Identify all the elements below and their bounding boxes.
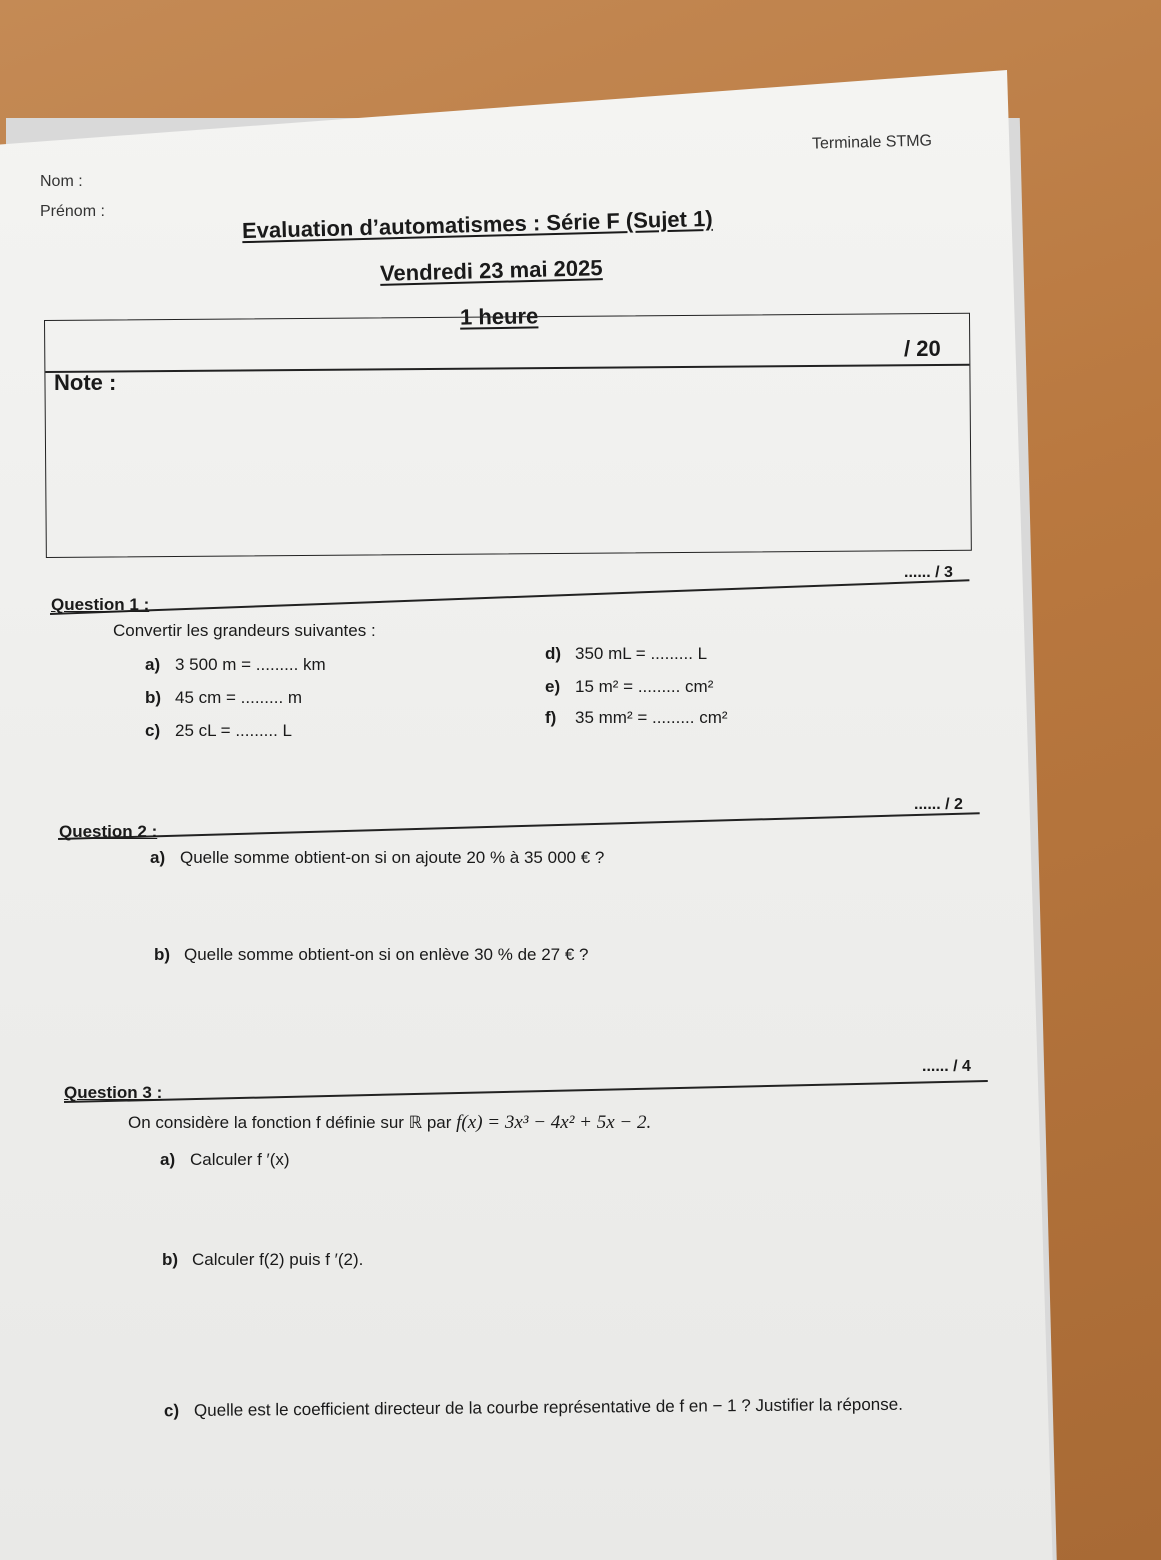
item-label: e) bbox=[545, 677, 561, 696]
question2-rule bbox=[58, 812, 980, 839]
item-text: 15 m² = ......... cm² bbox=[575, 677, 714, 696]
question1-item-c bbox=[145, 721, 292, 741]
question3-intro: On considère la fonction f définie sur ℝ par bbox=[128, 1113, 452, 1132]
question2-item-a bbox=[150, 848, 604, 868]
question2-title: Question 2 : bbox=[59, 822, 158, 841]
question3-item-a bbox=[160, 1150, 290, 1170]
item-label: a) bbox=[150, 848, 166, 867]
function-definition: f(x) = 3x³ − 4x² + 5x − 2. bbox=[456, 1112, 652, 1133]
item-label: b) bbox=[162, 1250, 179, 1269]
question3-title: Question 3 : bbox=[64, 1083, 163, 1102]
question3-score: ...... / 4 bbox=[922, 1058, 971, 1075]
exam-title: Evaluation d’automatismes : Série F (Sujet 1) bbox=[241, 205, 713, 244]
exam-duration: 1 heure bbox=[459, 303, 539, 330]
exam-date: Vendredi 23 mai 2025 bbox=[379, 255, 603, 286]
item-label: b) bbox=[145, 688, 162, 707]
grade-total: / 20 bbox=[904, 336, 941, 361]
item-label: b) bbox=[154, 945, 171, 964]
question1-item-a bbox=[145, 655, 326, 675]
item-label: a) bbox=[160, 1150, 176, 1169]
item-label: a) bbox=[145, 655, 161, 674]
prenom-label: Prénom : bbox=[40, 203, 105, 220]
question1-item-e bbox=[545, 677, 713, 697]
item-text: 3 500 m = ......... km bbox=[175, 655, 326, 674]
question1-score: ...... / 3 bbox=[904, 564, 953, 581]
question3-intro-line bbox=[128, 1112, 651, 1134]
item-text: 45 cm = ......... m bbox=[175, 688, 303, 707]
grade-box-divider bbox=[45, 364, 969, 373]
class-label: Terminale STMG bbox=[811, 132, 933, 153]
item-text: Quelle somme obtient-on si on ajoute 20 % à 35 000 € ? bbox=[180, 848, 605, 867]
item-label: d) bbox=[545, 644, 562, 663]
item-label: f) bbox=[545, 708, 557, 727]
question1-title: Question 1 : bbox=[51, 595, 150, 614]
item-text: Calculer f(2) puis f ′(2). bbox=[192, 1250, 364, 1269]
question3-item-c bbox=[164, 1395, 903, 1421]
grade-label: Note : bbox=[54, 370, 117, 395]
question2-item-b bbox=[154, 945, 588, 965]
item-text: Calculer f ′(x) bbox=[190, 1150, 290, 1169]
question1-item-f bbox=[545, 708, 728, 728]
nom-label: Nom : bbox=[40, 173, 83, 190]
question3-rule bbox=[64, 1080, 988, 1102]
question2-score: ...... / 2 bbox=[914, 796, 963, 813]
question1-item-d bbox=[545, 644, 707, 664]
item-text: 25 cL = ......... L bbox=[175, 721, 293, 740]
item-text: 35 mm² = ......... cm² bbox=[575, 708, 728, 727]
question3-item-b bbox=[162, 1250, 363, 1270]
grade-box bbox=[44, 313, 972, 558]
question1-item-b bbox=[145, 688, 302, 708]
item-text: Quelle est le coefficient directeur de la courbe représentative de f en − 1 ? Justifier la réponse. bbox=[193, 1394, 903, 1420]
question1-instruction: Convertir les grandeurs suivantes : bbox=[113, 621, 376, 640]
question1-rule bbox=[50, 579, 969, 614]
item-text: 350 mL = ......... L bbox=[575, 644, 708, 663]
item-label: c) bbox=[145, 721, 161, 740]
item-text: Quelle somme obtient-on si on enlève 30 % de 27 € ? bbox=[184, 945, 589, 964]
item-label: c) bbox=[163, 1401, 180, 1421]
